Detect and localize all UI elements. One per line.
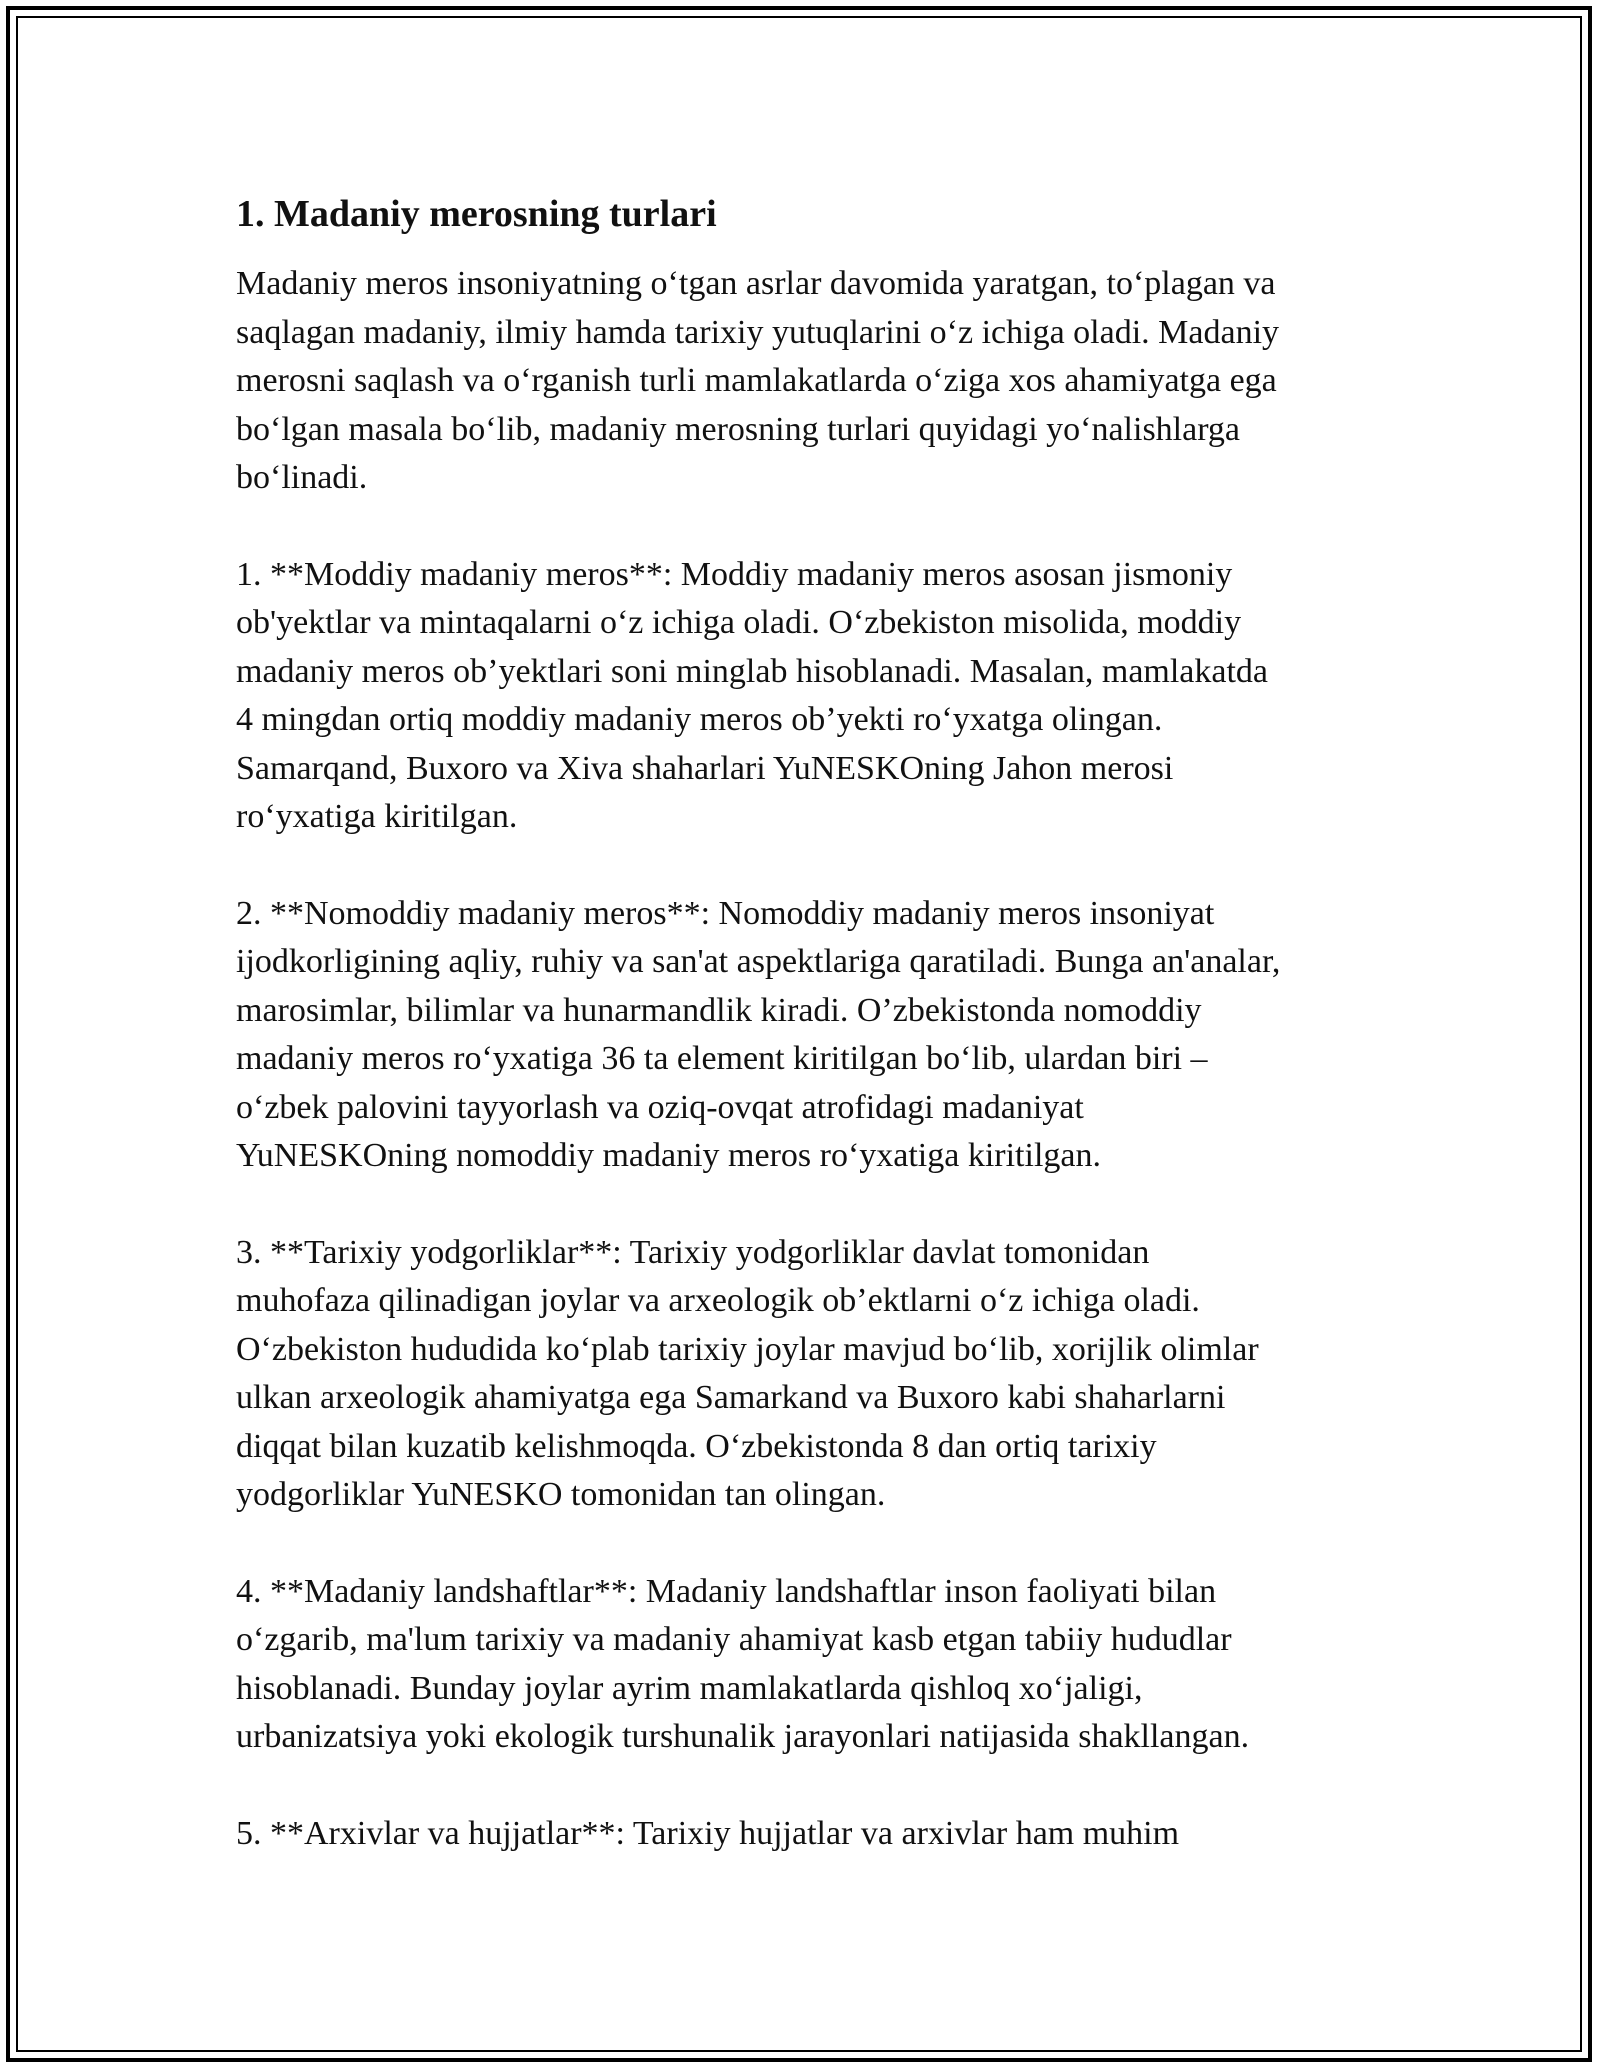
section-heading: 1. Madaniy merosning turlari [236,193,717,235]
paragraph-historical-monuments: 3. **Tarixiy yodgorliklar**: Tarixiy yodgorliklar davlat tomonidan muhofaza qilinadigan joylar va arxeologik ob’ektlarni o‘z ichiga oladi. O‘zbekiston hududida ko‘plab tarixiy joylar mavjud bo‘lib, xorijlik olimlar ulkan arxeologik ahamiyatga ega Samarkand va Buxoro kabi shaharlarni diqqat bilan kuzatib kelishmoqda. O‘zbekistonda 8 dan ortiq tarixiy yodgorliklar YuNESKO tomonidan tan olingan. [236,1233,1259,1513]
paragraph-tangible-heritage: 1. **Moddiy madaniy meros**: Moddiy madaniy meros asosan jismoniy ob'yektlar va mintaqalarni o‘z ichiga oladi. O‘zbekiston misolida, moddiy madaniy meros ob’yektlari soni minglab hisoblanadi. Masalan, mamlakatda 4 mingdan ortiq moddiy madaniy meros ob’yekti ro‘yxatga olingan. Samarqand, Buxoro va Xiva shaharlari YuNESKOning Jahon merosi ro‘yxatiga kiritilgan. [236,555,1269,835]
paragraph-intangible-heritage: 2. **Nomoddiy madaniy meros**: Nomoddiy madaniy meros insoniyat ijodkorligining aqliy, ruhiy va san'at aspektlariga qaratiladi. Bunga an'analar, marosimlar, bilimlar va hunarmandlik kiradi. O’zbekistonda nomoddiy madaniy meros ro‘yxatiga 36 ta element kiritilgan bo‘lib, ulardan biri – o‘zbek palovini tayyorlash va oziq-ovqat atrofidagi madaniyat YuNESKOning nomoddiy madaniy meros ro‘yxatiga kiritilgan. [236,894,1281,1174]
intro-paragraph: Madaniy meros insoniyatning o‘tgan asrlar davomida yaratgan, to‘plagan va saqlagan madaniy, ilmiy hamda tarixiy yutuqlarini o‘z ichiga oladi. Madaniy merosni saqlash va o‘rganish turli mamlakatlarda o‘ziga xos ahamiyatga ega bo‘lgan masala bo‘lib, madaniy merosning turlari quyidagi yo‘nalishlarga bo‘linadi. [236,265,1280,496]
document-body [236,186,1386,1906]
paragraph-archives-documents: 5. **Arxivlar va hujjatlar**: Tarixiy hujjatlar va arxivlar ham muhim [236,1814,1180,1852]
paragraph-cultural-landscapes: 4. **Madaniy landshaftlar**: Madaniy landshaftlar inson faoliyati bilan o‘zgarib, ma'lum tarixiy va madaniy ahamiyat kasb etgan tabiiy hududlar hisoblanadi. Bunday joylar ayrim mamlakatlarda qishloq xo‘jaligi, urbanizatsiya yoki ekologik turshunalik jarayonlari natijasida shakllangan. [236,1572,1250,1755]
